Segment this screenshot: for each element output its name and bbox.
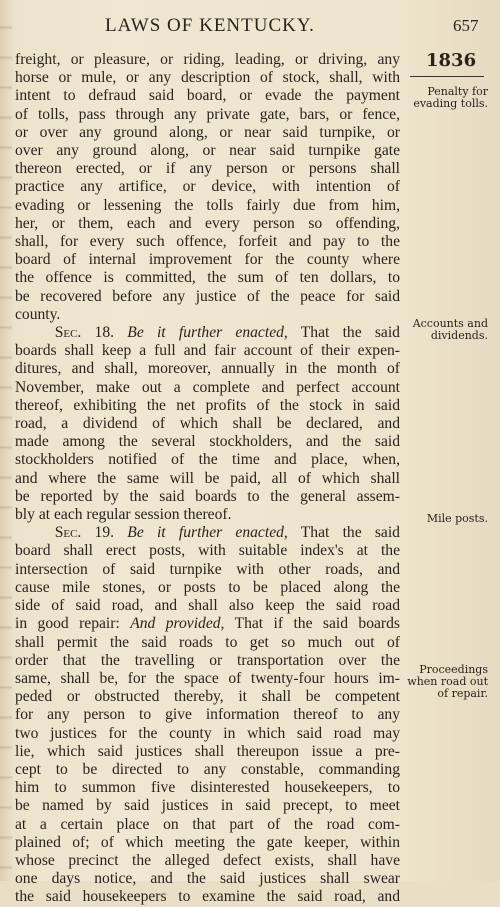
section-18-heading-line <box>15 324 400 342</box>
text-line: her, or them, each and every person so offending, <box>15 214 400 232</box>
text-line: plained of; of which meeting the gate keeper, within <box>15 833 400 851</box>
text-line: made among the several stockholders, and the said <box>15 433 400 451</box>
text-line: over any ground along, or near said turnpike gate <box>15 142 400 160</box>
text-line: same, shall be, for the space of twenty-four hours im- <box>15 669 400 687</box>
text-line: boards shall keep a full and fair account of their expen- <box>15 342 400 360</box>
section-19-label: Sec. 19. <box>54 524 115 542</box>
proviso-lead: in good repair: <box>15 615 120 633</box>
text-line: road, a dividend of which shall be declared, and <box>15 415 400 433</box>
running-head: LAWS OF KENTUCKY. <box>105 15 315 36</box>
text-line: side of said road, and shall also keep the said road <box>15 597 400 615</box>
text-line: the offence is committed, the sum of ten dollars, to <box>15 269 400 287</box>
text-line: peded or obstructed thereby, it shall be competent <box>15 688 400 706</box>
text-line: practice any artifice, or device, with intention of <box>15 178 400 196</box>
text-line: shall, for every such offence, forfeit and pay to the <box>15 233 400 251</box>
margin-note-mile-posts: Mile posts. <box>426 512 488 525</box>
text-line: board of internal improvement for the county where <box>15 251 400 269</box>
section-18-label: Sec. 18. <box>54 324 115 342</box>
text-line: horse or mule, or any description of stock, shall, with <box>15 69 400 87</box>
text-line: of tolls, pass through any private gate, bars, or fence, <box>15 105 400 123</box>
text-line: be reported by the said boards to the general assem- <box>15 487 400 505</box>
text-line: county. <box>15 305 61 323</box>
text-line: for any person to give information thereof to any <box>15 706 400 724</box>
text-line: cept to be directed to any constable, commanding <box>15 760 400 778</box>
text-line: at a certain place on that part of the road com- <box>15 815 400 833</box>
body-text <box>15 51 400 907</box>
margin-year: 1836 <box>426 50 477 71</box>
proviso-text: That if the said boards <box>234 615 400 633</box>
text-line: and where the same will be paid, all of which shall <box>15 469 400 487</box>
text-line: thereon erected, or if any person or persons shall <box>15 160 400 178</box>
text-line: thereof, exhibiting the net profits of the stock in said <box>15 396 400 414</box>
text-line: cause mile stones, or posts to be placed along the <box>15 578 400 596</box>
text-line: evading or lessening the tolls fairly due from him, <box>15 196 400 214</box>
text-line: shall permit the said roads to get so much out of <box>15 633 400 651</box>
text-line: board shall erect posts, with suitable index's at the <box>15 542 400 560</box>
text-line: two justices for the county in which said road may <box>15 724 400 742</box>
page-gutter <box>0 0 12 881</box>
section-19-heading-line <box>15 524 400 542</box>
section-19-first-words: That the said <box>300 524 400 542</box>
text-line: him to summon five disinterested housekeepers, to <box>15 779 400 797</box>
text-line: one days notice, and the said justices shall swear <box>15 870 400 888</box>
proviso-line <box>15 615 400 633</box>
text-line: order that the travelling or transportation over the <box>15 651 400 669</box>
margin-note-accounts: Accounts and dividends. <box>412 317 488 342</box>
text-line: or over any ground along, or near said turnpike, or <box>15 123 400 141</box>
text-line: bly at each regular session thereof. <box>15 506 232 524</box>
margin-note-proceedings: Proceedings when road out of repair. <box>407 663 488 700</box>
text-line: freight, or pleasure, or riding, leading, or driving, any <box>15 51 400 68</box>
page-header <box>0 12 500 42</box>
text-line: intent to defraud said board, or evade the payment <box>15 87 400 105</box>
text-line: be recovered before any justice of the peace for said <box>15 287 400 305</box>
text-line: November, make out a complete and perfect account <box>15 378 400 396</box>
text-line: whose precinct the alleged defect exists, shall have <box>15 851 400 869</box>
text-line: the said housekeepers to examine the said road, and <box>15 888 400 906</box>
section-18-first-words: That the said <box>300 324 400 342</box>
text-line: be named by said justices in said precept, to meet <box>15 797 400 815</box>
section-19-enacting-clause: Be it further enacted, <box>127 524 288 542</box>
margin-note-penalty: Penalty for evading tolls. <box>413 85 488 110</box>
text-line: lie, which said justices shall thereupon issue a pre- <box>15 742 400 760</box>
year-rule <box>410 76 484 77</box>
proviso-clause: And provided, <box>130 615 225 633</box>
section-18-enacting-clause: Be it further enacted, <box>127 324 288 342</box>
text-line: stockholders notified of the time and place, when, <box>15 451 400 469</box>
text-line: intersection of said turnpike with other roads, and <box>15 560 400 578</box>
page-number: 657 <box>453 16 479 35</box>
text-line: ditures, and shall, moreover, annually in the month of <box>15 360 400 378</box>
